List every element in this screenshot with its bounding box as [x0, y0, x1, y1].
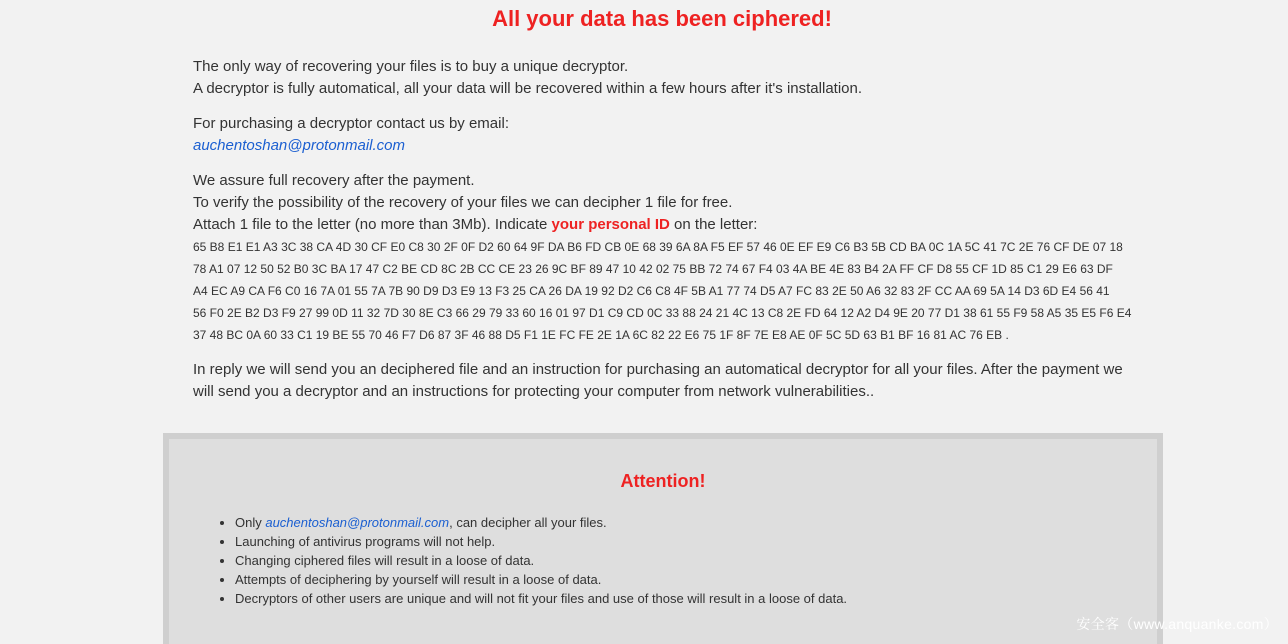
personal-id-line: 78 A1 07 12 50 52 B0 3C BA 17 47 C2 BE CD 8C 2B CC CE 23 26 9C BF 89 47 10 42 02 75 BB 72 74 67 F4 03 4A BE 4E 83 B4 2A FF CF D8 55 CF 1D 85 C1 29 E6 63 DF — [193, 262, 1113, 276]
contact-paragraph — [193, 113, 1143, 157]
assure-line-3-before: Attach 1 file to the letter (no more than 3Mb). Indicate — [193, 216, 552, 233]
attention-item-1-after: , can decipher all your files. — [449, 515, 607, 530]
contact-email-link[interactable]: auchentoshan@protonmail.com — [193, 137, 406, 154]
attention-item: • Decryptors of other users are unique and will not fit your files and use of those will result in a loose of data. — [235, 589, 847, 608]
attention-item: • Launching of antivirus programs will not help. — [235, 532, 847, 551]
personal-id-block — [193, 236, 1143, 346]
personal-id-label: your personal ID — [551, 216, 670, 233]
attention-box — [163, 433, 1163, 644]
assure-line-1: We assure full recovery after the payment. — [193, 172, 475, 189]
attention-list — [215, 513, 847, 608]
personal-id-line: 65 B8 E1 E1 A3 3C 38 CA 4D 30 CF E0 C8 30 2F 0F D2 60 64 9F DA B6 FD CB 0E 68 39 6A 8A F5 EF 57 46 0E EF E9 C6 B3 5B CD BA 0C 1A 5C 41 7C 2E 76 CF DE 07 18 — [193, 240, 1123, 254]
personal-id-line: A4 EC A9 CA F6 C0 16 7A 01 55 7A 7B 90 D9 D3 E9 13 F3 25 CA 26 DA 19 92 D2 C6 C8 4F 5B A1 77 74 D5 A7 FC 83 2E 50 A6 32 83 2F CC AA 69 5A 14 D3 6D E4 56 41 — [193, 284, 1110, 298]
personal-id-line: 37 48 BC 0A 60 33 C1 19 BE 55 70 46 F7 D6 87 3F 46 88 D5 F1 1E FC FE 2E 1A 6C 82 22 E6 75 1F 8F 7E E8 AE 0F 5C 5D 63 B1 BF 16 81 AC 76 EB . — [193, 328, 1009, 342]
reply-paragraph: In reply we will send you an deciphered file and an instruction for purchasing an automatical decryptor for all your files. After the payment we will send you a decryptor and an instructions for protecting your computer from network vulnerabilities.. — [193, 361, 1123, 400]
attention-item: • Attempts of deciphering by yourself will result in a loose of data. — [235, 570, 847, 589]
personal-id-line: 56 F0 2E B2 D3 F9 27 99 0D 11 32 7D 30 8E C3 66 29 79 33 60 16 01 97 D1 C9 CD 0C 33 88 24 21 4C 13 C8 2E FD 64 12 A2 D4 9E 20 77 D1 38 61 55 F9 58 A5 35 E5 F6 E4 — [193, 306, 1132, 320]
assure-line-2: To verify the possibility of the recovery of your files we can decipher 1 file for free. — [193, 194, 733, 211]
attention-title: Attention! — [620, 471, 706, 491]
intro-line-2: A decryptor is fully automatical, all your data will be recovered within a few hours after it's installation. — [193, 80, 863, 97]
attention-item: • Changing ciphered files will result in a loose of data. — [235, 551, 847, 570]
attention-item — [235, 513, 847, 532]
attention-item-1-before: Only — [235, 515, 266, 530]
page-title: All your data has been ciphered! — [492, 6, 832, 31]
intro-paragraph — [193, 56, 1143, 100]
assure-line-3-after: on the letter: — [669, 216, 758, 233]
watermark: 安全客（www.anquanke.com） — [1076, 616, 1278, 632]
assure-paragraph — [193, 170, 1143, 236]
contact-line: For purchasing a decryptor contact us by email: — [193, 115, 509, 132]
attention-email-link[interactable]: auchentoshan@protonmail.com — [265, 515, 450, 530]
intro-line-1: The only way of recovering your files is to buy a unique decryptor. — [193, 58, 629, 75]
message-body — [193, 56, 1143, 416]
